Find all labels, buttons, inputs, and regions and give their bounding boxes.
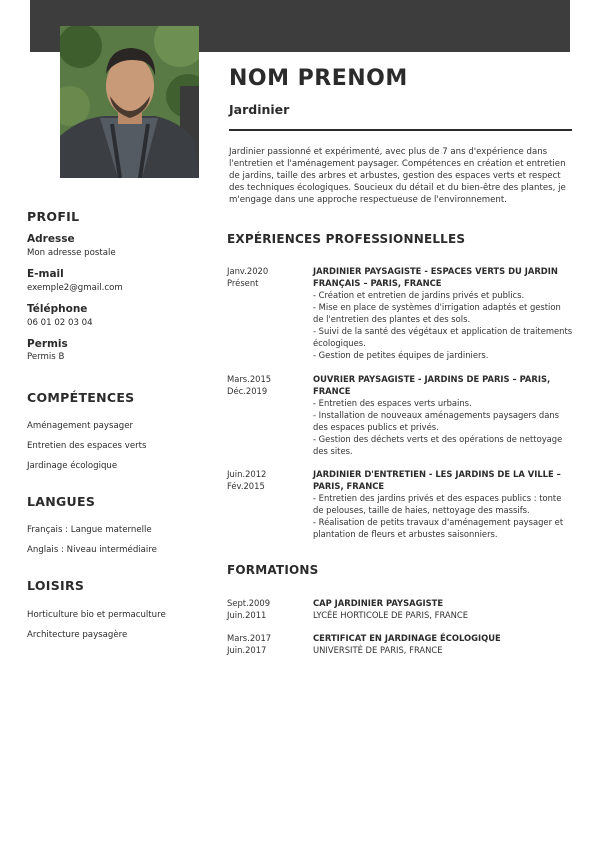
experience-bullet: - Installation de nouveaux aménagements paysagers dans des espaces publics et privés. [313, 410, 560, 432]
job-title: Jardinier [229, 102, 290, 117]
experience-bullet: - Entretien des jardins privés et des espaces publics : tonte de pelouses, taille de haies, nettoyage des massifs. [313, 493, 562, 515]
experience-title: JARDINIER PAYSAGISTE - ESPACES VERTS DU JARDIN FRANÇAIS – PARIS, FRANCE [313, 266, 558, 288]
section-title-profil: PROFIL [27, 209, 80, 224]
loisir-item: Architecture paysagère [27, 630, 128, 640]
experience-content [313, 265, 573, 361]
experience-dates [227, 373, 307, 397]
langue-item: Français : Langue maternelle [27, 525, 152, 535]
experience-bullet: - Suivi de la santé des végétaux et application de traitements écologiques. [313, 326, 573, 348]
experience-bullet: - Entretien des espaces verts urbains. [313, 398, 472, 408]
date-start: Mars.2015 [227, 374, 272, 384]
experience-bullet: - Création et entretien de jardins privés et publics. [313, 290, 525, 300]
formation-dates [227, 632, 307, 656]
experience-bullet: - Mise en place de systèmes d'irrigation adaptés et gestion de l'entretien des plantes et des sols. [313, 302, 561, 324]
experience-content [313, 468, 573, 540]
section-title-langues: LANGUES [27, 494, 96, 509]
section-title-experiences: EXPÉRIENCES PROFESSIONNELLES [227, 232, 466, 246]
langue-item: Anglais : Niveau intermédiaire [27, 545, 157, 555]
profil-label-adresse: Adresse [27, 233, 75, 245]
date-start: Sept.2009 [227, 598, 271, 608]
profil-label-email: E-mail [27, 268, 64, 280]
profile-photo [60, 26, 199, 178]
experience-title: OUVRIER PAYSAGISTE - JARDINS DE PARIS – PARIS, FRANCE [313, 374, 551, 396]
profil-label-telephone: Téléphone [27, 303, 88, 315]
section-title-competences: COMPÉTENCES [27, 390, 135, 405]
candidate-name: NOM PRENOM [229, 66, 408, 91]
experience-title: JARDINIER D'ENTRETIEN - LES JARDINS DE LA VILLE – PARIS, FRANCE [313, 469, 561, 491]
date-end: Déc.2019 [227, 386, 268, 396]
formation-title: CAP JARDINIER PAYSAGISTE [313, 598, 444, 608]
section-title-loisirs: LOISIRS [27, 578, 85, 593]
competence-item: Aménagement paysager [27, 421, 134, 431]
experience-dates [227, 468, 307, 492]
date-end: Présent [227, 278, 259, 288]
experience-bullet: - Gestion des déchets verts et des opérations de nettoyage des sites. [313, 434, 563, 456]
profil-value-telephone: 06 01 02 03 04 [27, 318, 93, 328]
competence-item: Entretien des espaces verts [27, 441, 147, 451]
experience-dates [227, 265, 307, 289]
date-start: Janv.2020 [227, 266, 269, 276]
formation-title: CERTIFICAT EN JARDINAGE ÉCOLOGIQUE [313, 633, 501, 643]
formation-dates [227, 597, 307, 621]
date-start: Mars.2017 [227, 633, 272, 643]
date-end: Juin.2011 [227, 610, 267, 620]
profil-value-email: exemple2@gmail.com [27, 283, 123, 293]
experience-bullet: - Réalisation de petits travaux d'aménagement paysager et plantation de fleurs et arbustes saisonniers. [313, 517, 564, 539]
formation-school: LYCÉE HORTICOLE DE PARIS, FRANCE [313, 610, 469, 620]
experience-content [313, 373, 573, 457]
loisir-item: Horticulture bio et permaculture [27, 610, 166, 620]
date-start: Juin.2012 [227, 469, 267, 479]
profil-value-permis: Permis B [27, 352, 65, 362]
profil-label-permis: Permis [27, 338, 68, 350]
section-title-formations: FORMATIONS [227, 563, 319, 577]
formation-content [313, 632, 573, 656]
header-divider [229, 129, 572, 131]
date-end: Juin.2017 [227, 645, 267, 655]
experience-bullet: - Gestion de petites équipes de jardiniers. [313, 350, 489, 360]
competence-item: Jardinage écologique [27, 461, 118, 471]
date-end: Fév.2015 [227, 481, 265, 491]
formation-content [313, 597, 573, 621]
profil-value-adresse: Mon adresse postale [27, 248, 116, 258]
profile-summary: Jardinier passionné et expérimenté, avec plus de 7 ans d'expérience dans l'entretien et l'aménagement paysager. Compétences en création et entretien de jardins, taille des arbres et arbustes, gestion des espaces verts et respect des techniques écologiques. Soucieux du détail et du bien-être des plantes, je m'engage dans une approche respectueuse de l'environnement. [229, 147, 566, 205]
formation-school: UNIVERSITÉ DE PARIS, FRANCE [313, 645, 443, 655]
